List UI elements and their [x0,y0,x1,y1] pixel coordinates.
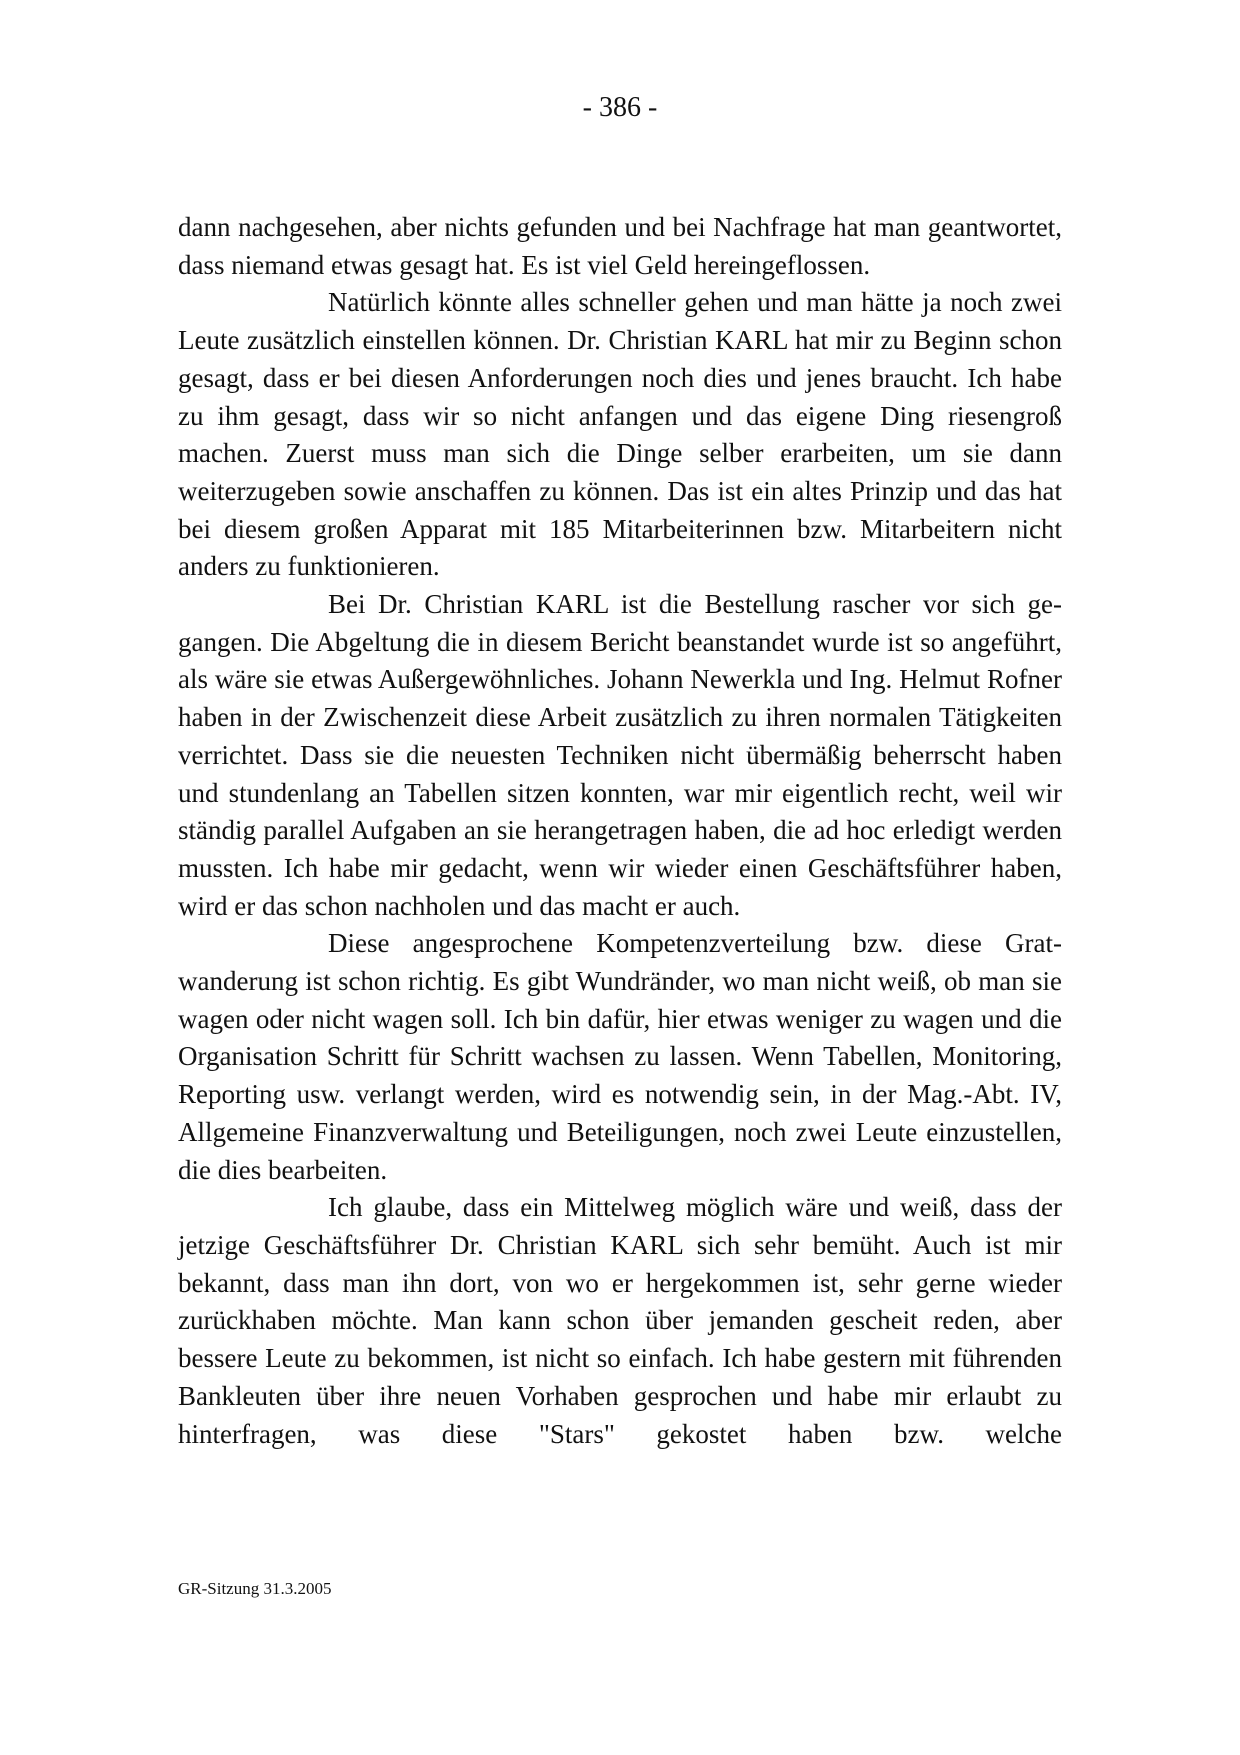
paragraph-3: Bei Dr. Christian KARL ist die Bestellung rascher vor sich gegangen. Die Abgeltung die in diesem Bericht beanstandet wurde ist so angeführt, als wäre sie etwas Außergewöhnliches. Johann Newerkla und Ing. Helmut Rofner haben in der Zwischenzeit diese Arbeit zusätzlich zu ihren normalen Tätigkeiten verrichtet. Dass sie die neuesten Techniken nicht übermäßig beherrscht haben und stundenlang an Tabellen sitzen konnten, war mir eigentlich recht, weil wir ständig parallel Aufgaben an sie herangetragen haben, die ad hoc erledigt werden mussten. Ich habe mir gedacht, wenn wir wieder einen Geschäftsführer haben, wird er das schon nachholen und das macht er auch. [178,589,1062,921]
body-text [178,209,1062,1453]
paragraph-5: Ich glaube, dass ein Mittelweg möglich wäre und weiß, dass der jetzige Geschäftsführer Dr. Christian KARL sich sehr bemüht. Auch ist mir bekannt, dass man ihn dort, von wo er hergekommen ist, sehr gerne wieder zurückhaben möchte. Man kann schon über jemanden gescheit reden, aber bessere Leute zu bekommen, ist nicht so einfach. Ich habe gestern mit führenden Bankleuten über ihre neuen Vorhaben gesprochen und habe mir erlaubt zu hinterfragen, was diese "Stars" gekostet haben bzw. welche [178,1192,1062,1449]
paragraph-4: Diese angesprochene Kompetenzverteilung bzw. diese Gratwanderung ist schon richtig. Es gibt Wundränder, wo man nicht weiß, ob man sie wagen oder nicht wagen soll. Ich bin dafür, hier etwas weniger zu wagen und die Organisation Schritt für Schritt wachsen zu lassen. Wenn Tabellen, Monitoring, Reporting usw. verlangt werden, wird es notwendig sein, in der Mag.-Abt. IV, Allgemeine Finanzverwaltung und Beteiligungen, noch zwei Leute einzustellen, die dies bearbeiten. [178,928,1062,1185]
paragraph-2: Natürlich könnte alles schneller gehen und man hätte ja noch zwei Leute zusätzlich einstellen können. Dr. Christian KARL hat mir zu Beginn schon gesagt, dass er bei diesen Anforderungen noch dies und jenes braucht. Ich habe zu ihm gesagt, dass wir so nicht anfangen und das eigene Ding riesengroß machen. Zuerst muss man sich die Dinge selber erarbeiten, um sie dann weiterzugeben sowie anschaffen zu können. Das ist ein altes Prinzip und das hat bei diesem großen Apparat mit 185 Mitarbeiterinnen bzw. Mitarbeitern nicht anders zu funktionieren. [178,287,1062,582]
paragraph-1: dann nachgesehen, aber nichts gefunden und bei Nachfrage hat man geantwortet, dass niemand etwas gesagt hat. Es ist viel Geld hereingeflossen. [178,212,1062,280]
page-number: - 386 - [582,92,658,123]
footer-session-date: GR-Sitzung 31.3.2005 [178,1579,332,1598]
